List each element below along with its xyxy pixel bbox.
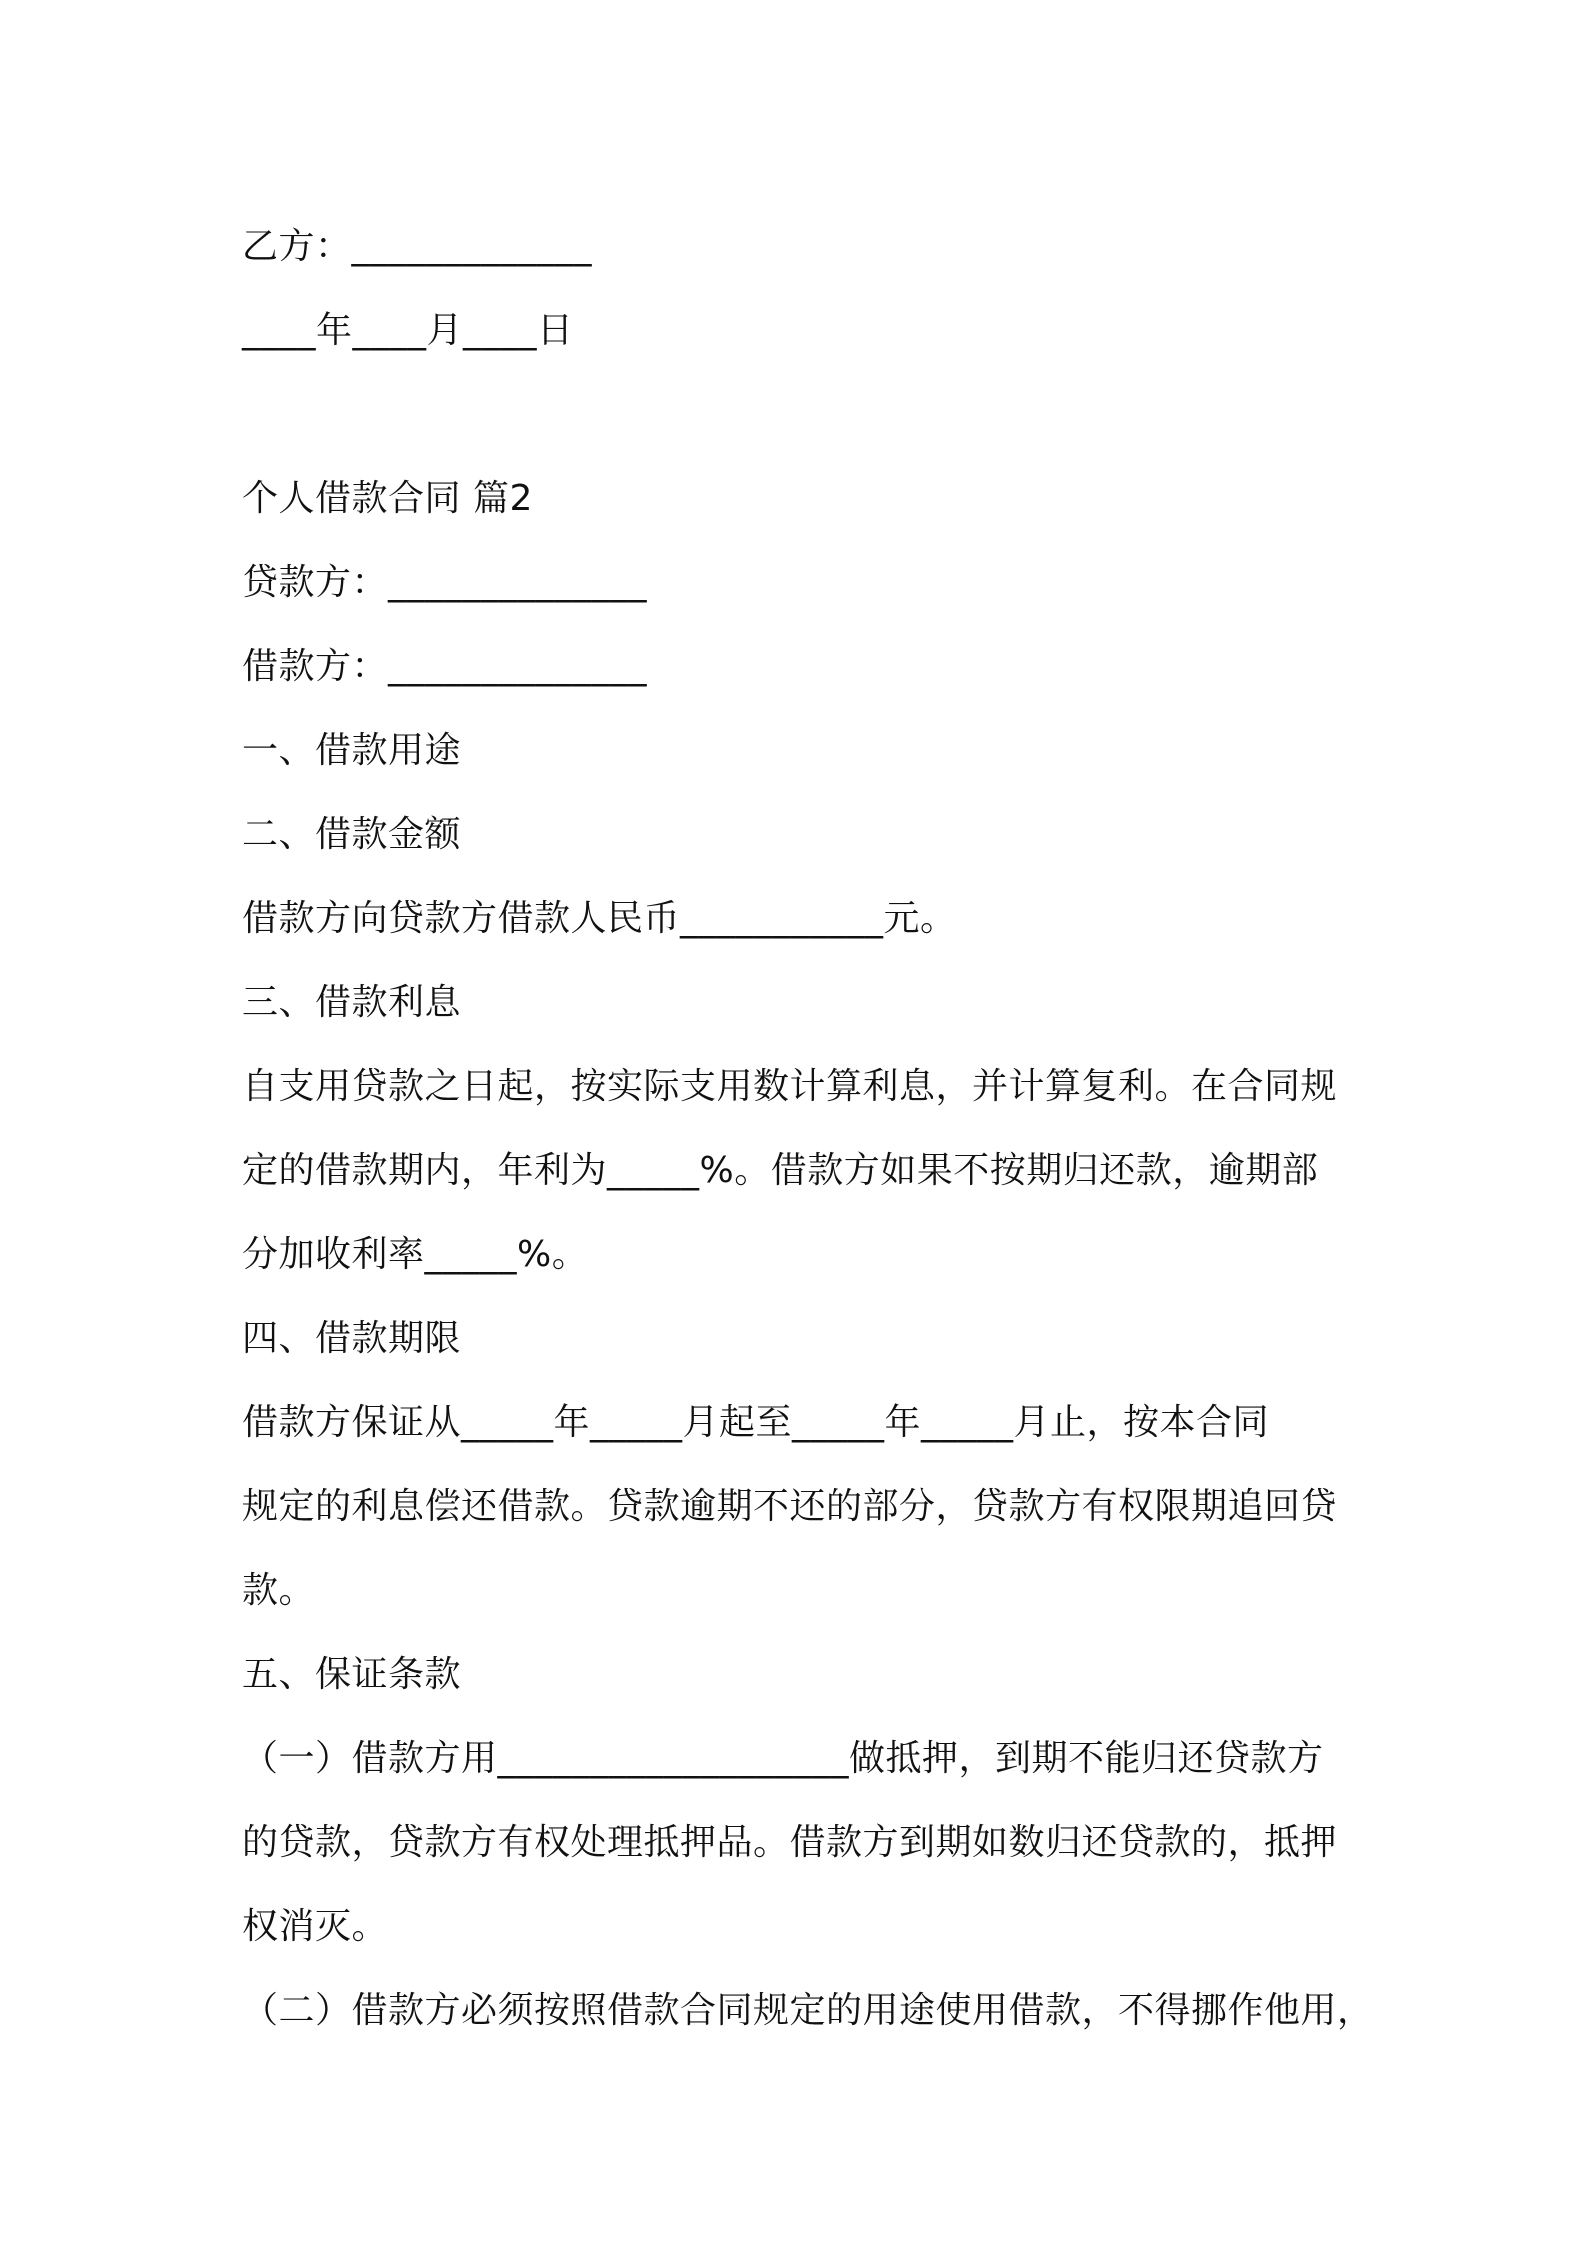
lender-line: 贷款方：______________ <box>242 562 648 603</box>
heading-guarantee-terms: 五、保证条款 <box>242 1654 462 1695</box>
paragraph-term-line-3: 款。 <box>242 1570 316 1611</box>
section-title: 个人借款合同 篇2 <box>242 478 533 519</box>
paragraph-guarantee-1-line-2: 的贷款，贷款方有权处理抵押品。借款方到期如数归还贷款的，抵押 <box>242 1822 1338 1863</box>
paragraph-guarantee-1-line-3: 权消灭。 <box>242 1906 389 1947</box>
paragraph-guarantee-2-line-1: （二）借款方必须按照借款合同规定的用途使用借款，不得挪作他用， <box>242 1990 1374 2031</box>
paragraph-term-line-1: 借款方保证从_____年_____月起至_____年_____月止，按本合同 <box>242 1402 1270 1443</box>
heading-loan-purpose: 一、借款用途 <box>242 730 462 771</box>
date-line: ____年____月____日 <box>242 310 574 351</box>
borrower-line: 借款方：______________ <box>242 646 648 687</box>
paragraph-interest-line-1: 自支用贷款之日起，按实际支用数计算利息，并计算复利。在合同规 <box>242 1066 1338 1107</box>
paragraph-term-line-2: 规定的利息偿还借款。贷款逾期不还的部分，贷款方有权限期追回贷 <box>242 1486 1338 1527</box>
paragraph-interest-line-2: 定的借款期内，年利为_____%。借款方如果不按期归还款，逾期部 <box>242 1150 1319 1191</box>
heading-loan-amount: 二、借款金额 <box>242 814 462 855</box>
heading-loan-interest: 三、借款利息 <box>242 982 462 1023</box>
blank-line <box>242 373 1362 457</box>
paragraph-loan-amount: 借款方向贷款方借款人民币___________元。 <box>242 898 957 939</box>
document-page <box>242 205 1374 2053</box>
party-b-line: 乙方：_____________ <box>242 226 593 267</box>
paragraph-guarantee-1-line-1: （一）借款方用___________________做抵押，到期不能归还贷款方 <box>242 1738 1324 1779</box>
paragraph-interest-line-3: 分加收利率_____%。 <box>242 1234 589 1275</box>
heading-loan-term: 四、借款期限 <box>242 1318 462 1359</box>
